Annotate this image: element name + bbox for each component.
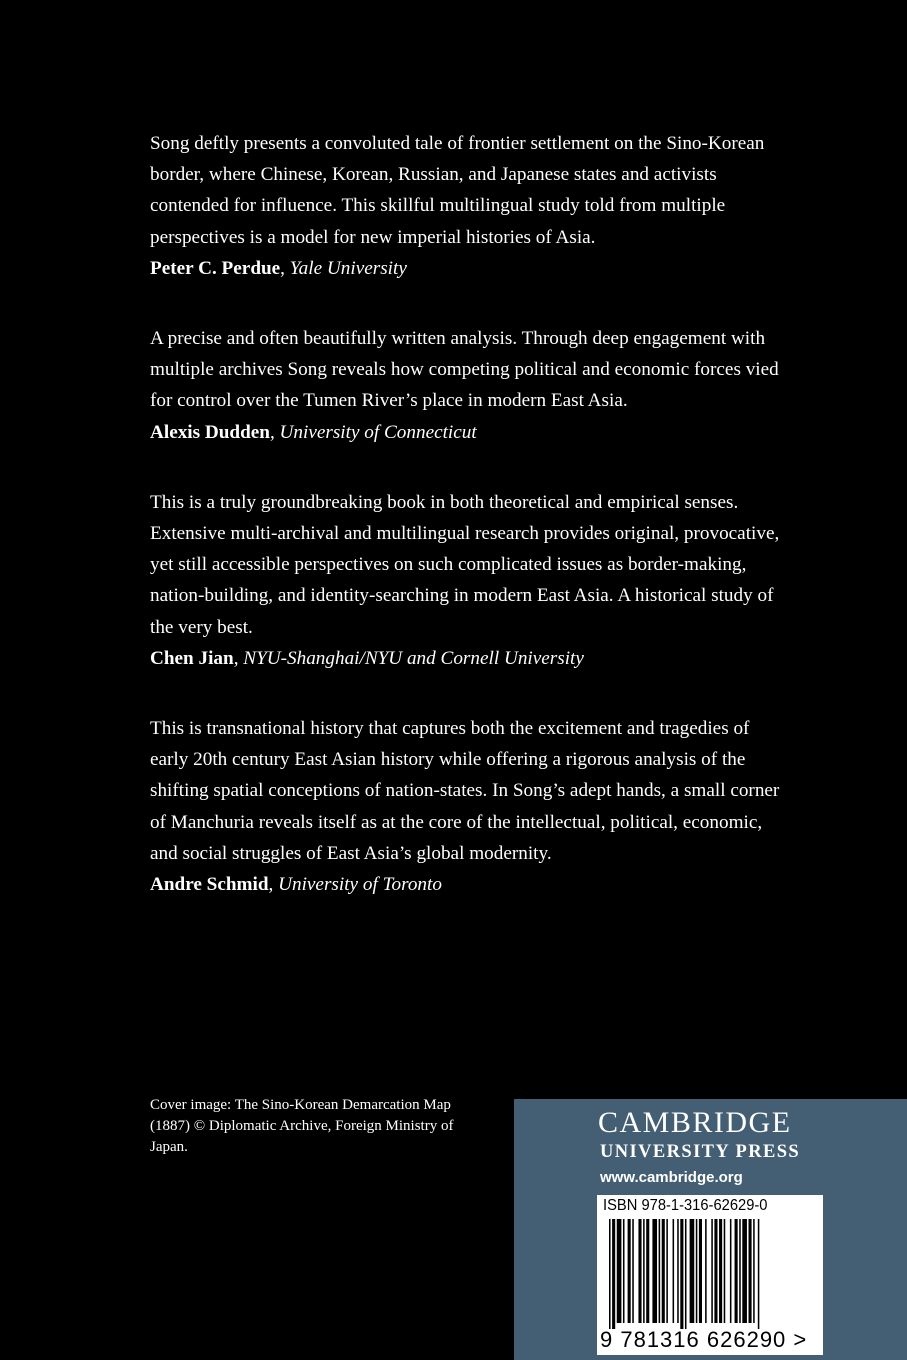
barcode-bar xyxy=(739,1219,741,1323)
reviewer-affiliation: University of Toronto xyxy=(278,874,442,896)
barcode-bar xyxy=(632,1219,634,1323)
barcode-bar xyxy=(623,1219,625,1323)
barcode-bar xyxy=(643,1219,645,1323)
barcode-bar xyxy=(730,1219,732,1323)
reviewer-affiliation: NYU-Shanghai/NYU and Cornell University xyxy=(243,647,584,669)
barcode-digits: 9 781316 626290 > xyxy=(600,1327,808,1352)
blurb-schmid xyxy=(150,713,790,900)
blurb-dudden xyxy=(150,323,790,448)
barcode-box xyxy=(597,1195,823,1355)
reviewer-affiliation: University of Connecticut xyxy=(279,421,477,443)
barcode-bar xyxy=(662,1219,665,1323)
barcode-bars xyxy=(609,1219,809,1329)
reviewer-name: Alexis Dudden xyxy=(150,421,270,443)
separator: , xyxy=(269,421,275,443)
cover-image-credit: Cover image: The Sino-Korean Demarcation Map (1887) © Diplomatic Archive, Foreign Ministry of Japan. xyxy=(150,1097,454,1155)
blurb-perdue xyxy=(150,128,790,284)
blurb-text: This is a truly groundbreaking book in both theoretical and empirical senses. Extensive multi-archival and multilingual research provides original, provocative, yet still accessible perspectives on such complicated issues as border-making, nation-building, and identity-searching in modern East Asia. A historical study of the very best. xyxy=(150,491,780,638)
publisher-name: CAMBRIDGE xyxy=(598,1106,792,1139)
reviewer-affiliation: Yale University xyxy=(289,257,407,279)
separator: , xyxy=(268,874,274,896)
publisher-subtitle: UNIVERSITY PRESS xyxy=(600,1142,801,1162)
publisher-url: www.cambridge.org xyxy=(600,1169,743,1186)
barcode-bar xyxy=(659,1219,661,1323)
blurb-text: Song deftly presents a convoluted tale of frontier settlement on the Sino-Korean border, where Chinese, Korean, Russian, and Japanese states and activists contended for influence. This skillful multilingual study told from multiple perspectives is a model for new imperial histories of Asia. xyxy=(150,133,765,248)
barcode-bar xyxy=(652,1219,657,1323)
barcode-bar xyxy=(711,1219,713,1323)
barcode-bar xyxy=(690,1219,695,1323)
reviewer-name: Andre Schmid xyxy=(150,874,269,896)
publisher-panel xyxy=(514,1099,907,1360)
barcode-bar xyxy=(699,1219,702,1323)
separator: , xyxy=(233,647,239,669)
reviewer-name: Chen Jian xyxy=(150,647,234,669)
barcode-bar xyxy=(677,1219,679,1323)
separator: , xyxy=(280,257,285,279)
barcode-bar xyxy=(685,1219,687,1329)
blurb-attribution xyxy=(150,869,790,900)
blurb-text: A precise and often beautifully written analysis. Through deep engagement with multiple archives Song reveals how competing political and economic forces vied for control over the Tumen River’s place in modern East Asia. xyxy=(150,328,779,412)
isbn-label: ISBN 978-1-316-62629-0 xyxy=(603,1197,768,1214)
barcode-bar xyxy=(753,1219,755,1323)
barcode-bar xyxy=(646,1219,649,1323)
blurb-attribution xyxy=(150,643,790,674)
barcode-bar xyxy=(714,1219,717,1323)
blurb-text: This is transnational history that captures both the excitement and tragedies of early 20th century East Asian history while offering a rigorous analysis of the shifting spatial conceptions of nation-states. In Song’s adept hands, a small corner of Manchuria reveals itself as at the core of the intellectual, political, economic, and social struggles of East Asia’s global modernity. xyxy=(150,718,780,864)
endorsements xyxy=(150,128,790,939)
barcode-bar xyxy=(609,1219,611,1329)
barcode-bar xyxy=(612,1219,615,1329)
barcode-bar xyxy=(758,1219,760,1329)
blurb-chen xyxy=(150,487,790,674)
blurb-attribution xyxy=(150,253,790,284)
barcode-bar xyxy=(742,1219,747,1323)
barcode-bar xyxy=(666,1219,668,1323)
blurb-attribution xyxy=(150,417,790,448)
barcode-bar xyxy=(749,1219,752,1323)
barcode-bar xyxy=(673,1219,675,1323)
reviewer-name: Peter C. Perdue xyxy=(150,257,281,279)
barcode-bar xyxy=(735,1219,738,1323)
barcode-bar xyxy=(628,1219,631,1323)
barcode-bar xyxy=(617,1219,622,1323)
barcode-bar xyxy=(724,1219,726,1323)
barcode-bar xyxy=(696,1219,698,1323)
barcode-bar xyxy=(719,1219,722,1323)
barcode-bar xyxy=(680,1219,683,1329)
barcode-bar xyxy=(638,1219,641,1323)
barcode-bar xyxy=(705,1219,707,1323)
